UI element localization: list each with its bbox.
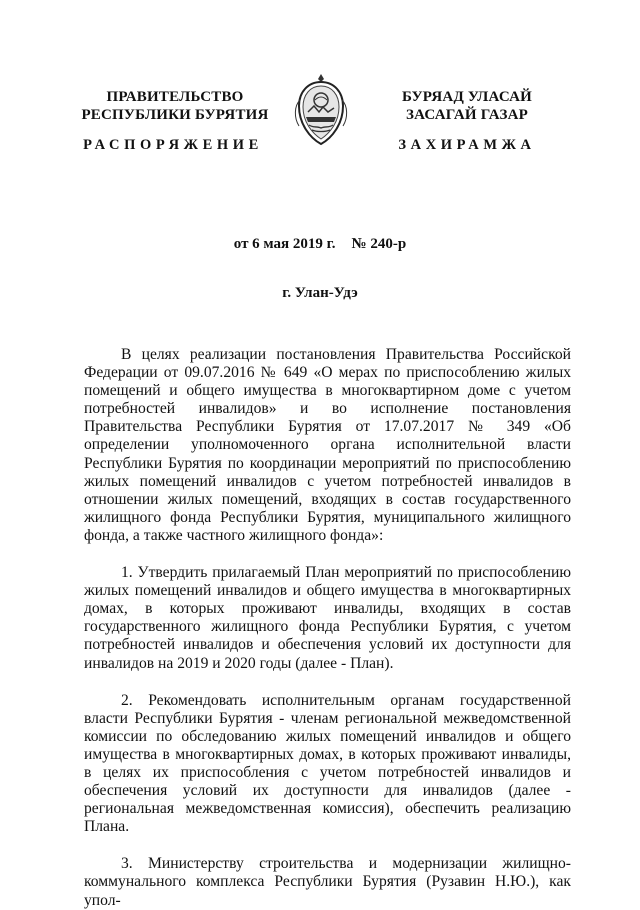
government-name-russian xyxy=(60,88,290,124)
government-name-buryat xyxy=(352,88,582,124)
date-number-line xyxy=(0,236,640,253)
document-date: от 6 мая 2019 г. xyxy=(233,236,336,252)
clause-3-paragraph: 3. Министерству строительства и модернизации жилищно-коммунального комплекса Республики Бурятия (Рузавин Н.Ю.), как упол- xyxy=(84,855,571,909)
document-type-russian: РАСПОРЯЖЕНИЕ xyxy=(83,137,263,153)
document-number: № 240-р xyxy=(351,236,407,252)
clause-2-paragraph: 2. Рекомендовать исполнительным органам государственной власти Республики Бурятия - членам региональной межведомственной комиссии по обследованию жилых помещений инвалидов и общего имущества в многоквартирных домах, в которых проживают инвалиды, в целях их приспособления с учетом потребностей инвалидов и обеспечения условий их доступности для инвалидов (далее - региональная межведомственная комиссия), обеспечить реализацию Плана. xyxy=(84,691,571,836)
document-body xyxy=(84,346,571,910)
government-name-buryat-line2: ЗАСАГАЙ ГАЗАР xyxy=(406,107,528,123)
preamble-paragraph: В целях реализации постановления Правительства Российской Федерации от 09.07.2016 № 649 «О мерах по приспособлению жилых помещений и общего имущества в многоквартирном доме с учетом потребностей инвалидов» и во исполнение постановления Правительства Республики Бурятия от 17.07.2017 № 349 «Об определении уполномоченного органа исполнительной власти Республики Бурятия по координации мероприятий по приспособлению жилых помещений инвалидов с учетом потребностей инвалидов в отношении жилых помещений, входящих в состав государственного жилищного фонда Республики Бурятия, муниципального жилищного фонда, а также частного жилищного фонда»: xyxy=(84,346,571,544)
clause-1-paragraph: 1. Утвердить прилагаемый План мероприятий по приспособлению жилых помещений инвалидов и общего имущества в многоквартирных домах, в которых проживают инвалиды, входящих в состав государственного жилищного фонда Республики Бурятия, с учетом потребностей инвалидов и обеспечения условий их доступности для инвалидов на 2019 и 2020 годы (далее - План). xyxy=(84,564,571,672)
government-name-buryat-line1: БУРЯАД УЛАСАЙ xyxy=(401,89,533,105)
government-name-line2: РЕСПУБЛИКИ БУРЯТИЯ xyxy=(81,107,269,123)
government-name-line1: ПРАВИТЕЛЬСТВО xyxy=(106,89,244,105)
city-name: г. Улан-Удэ xyxy=(282,285,358,301)
coat-of-arms-icon xyxy=(290,70,352,148)
document-type-buryat: ЗАХИРАМЖА xyxy=(398,137,536,153)
